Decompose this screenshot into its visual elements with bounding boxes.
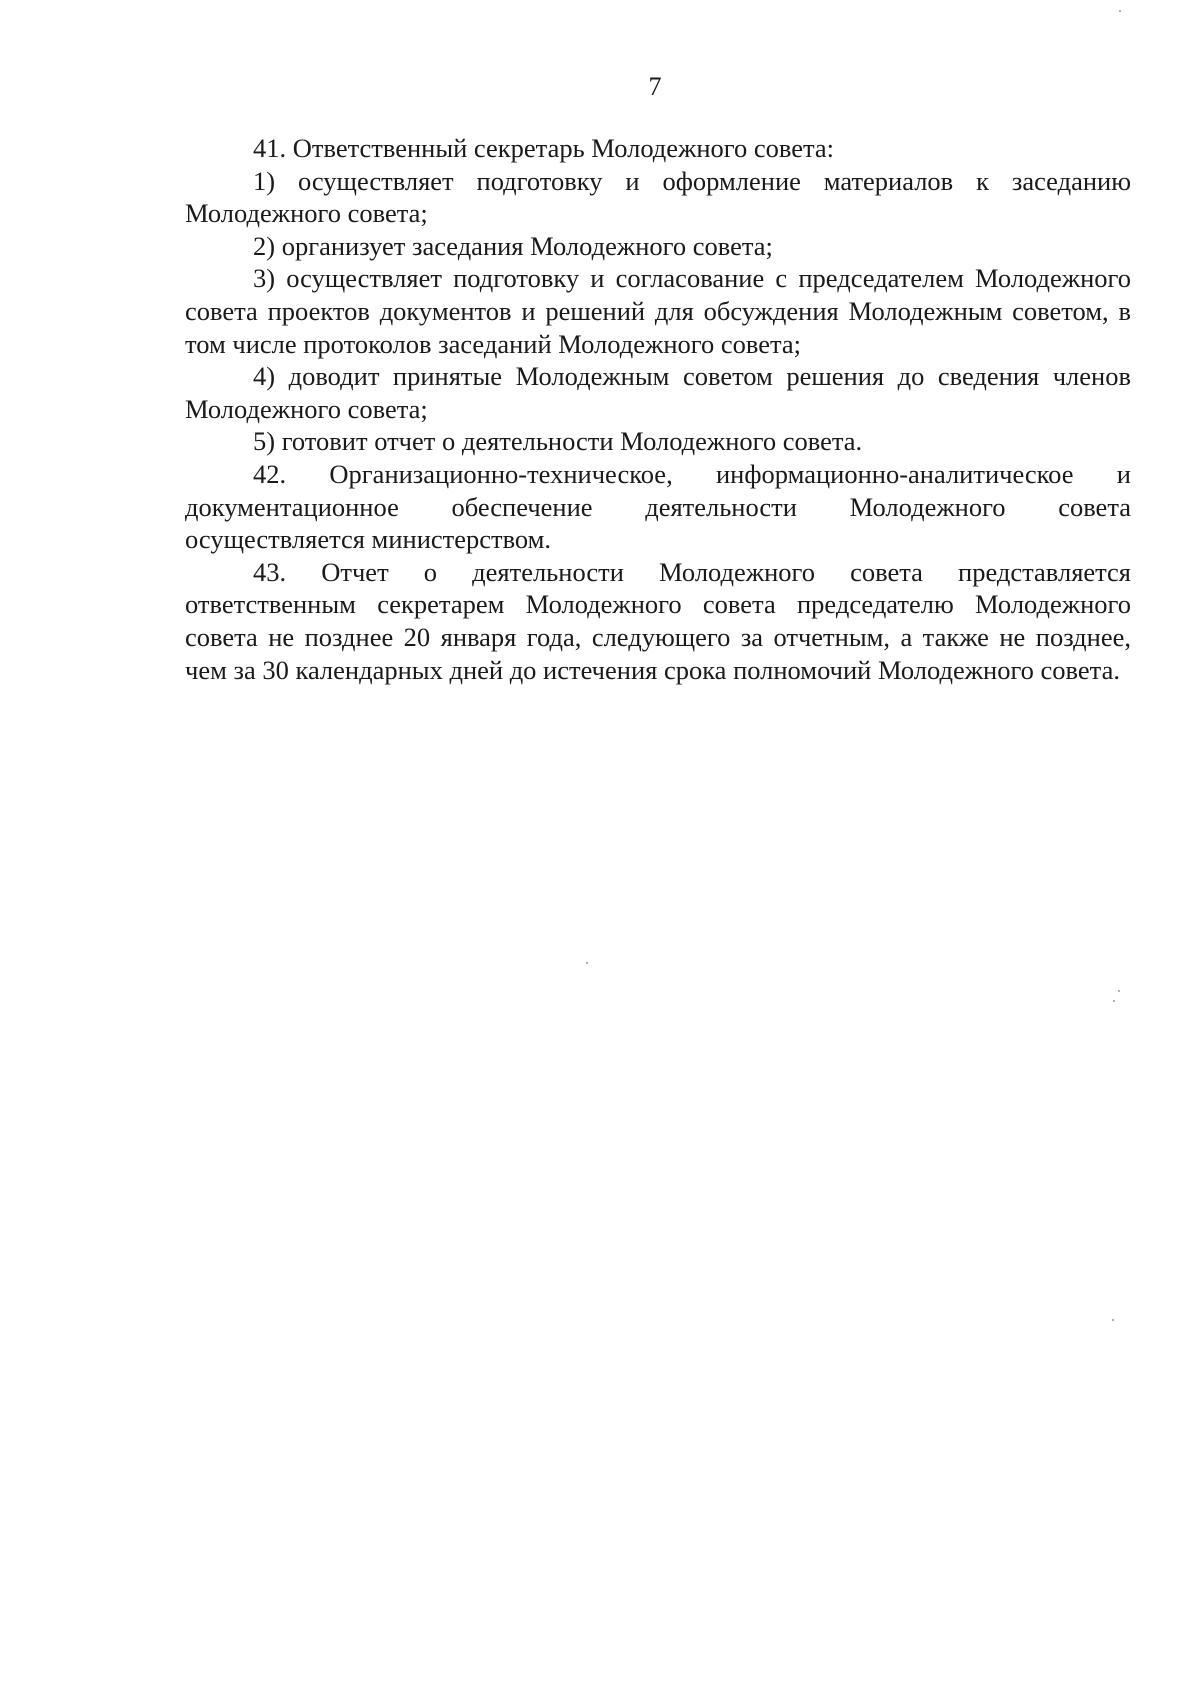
paragraph-41-item-2: 2) организует заседания Молодежного совета; — [253, 230, 773, 261]
paragraph-41-item-4: 4) доводит принятые Молодежным советом решения до сведения членов Молодежного совета; — [185, 361, 1131, 424]
scan-speck — [1113, 1000, 1115, 1002]
scan-speck — [1112, 1319, 1114, 1321]
scan-speck — [1118, 990, 1120, 992]
paragraph-42: 42. Организационно-техническое, информационно-аналитическое и документационное обеспечение деятельности Молодежного совета осуществляется министерством. — [185, 458, 1131, 555]
paragraph-41-item-1: 1) осуществляет подготовку и оформление материалов к заседанию Молодежного совета; — [185, 165, 1131, 229]
scan-speck — [1119, 10, 1121, 12]
paragraph-41-item-5: 5) готовит отчет о деятельности Молодежного совета. — [253, 426, 863, 457]
document-body — [185, 132, 1131, 686]
scan-speck — [586, 962, 588, 964]
paragraph-41-item-3: 3) осуществляет подготовку и согласование с председателем Молодежного совета проектов документов и решений для обсуждения Молодежным советом, в том числе протоколов заседаний Молодежного совета; — [185, 263, 1131, 359]
paragraph-43: 43. Отчет о деятельности Молодежного совета представляется ответственным секретарем Молодежного совета председателю Молодежного совета не позднее 20 января года, следующего за отчетным, а также не позднее, чем за 30 календарных дней до истечения срока полномочий Молодежного совета. — [185, 556, 1131, 685]
paragraph-41-heading: 41. Ответственный секретарь Молодежного совета: — [253, 133, 835, 163]
page-number: 7 — [648, 72, 662, 101]
